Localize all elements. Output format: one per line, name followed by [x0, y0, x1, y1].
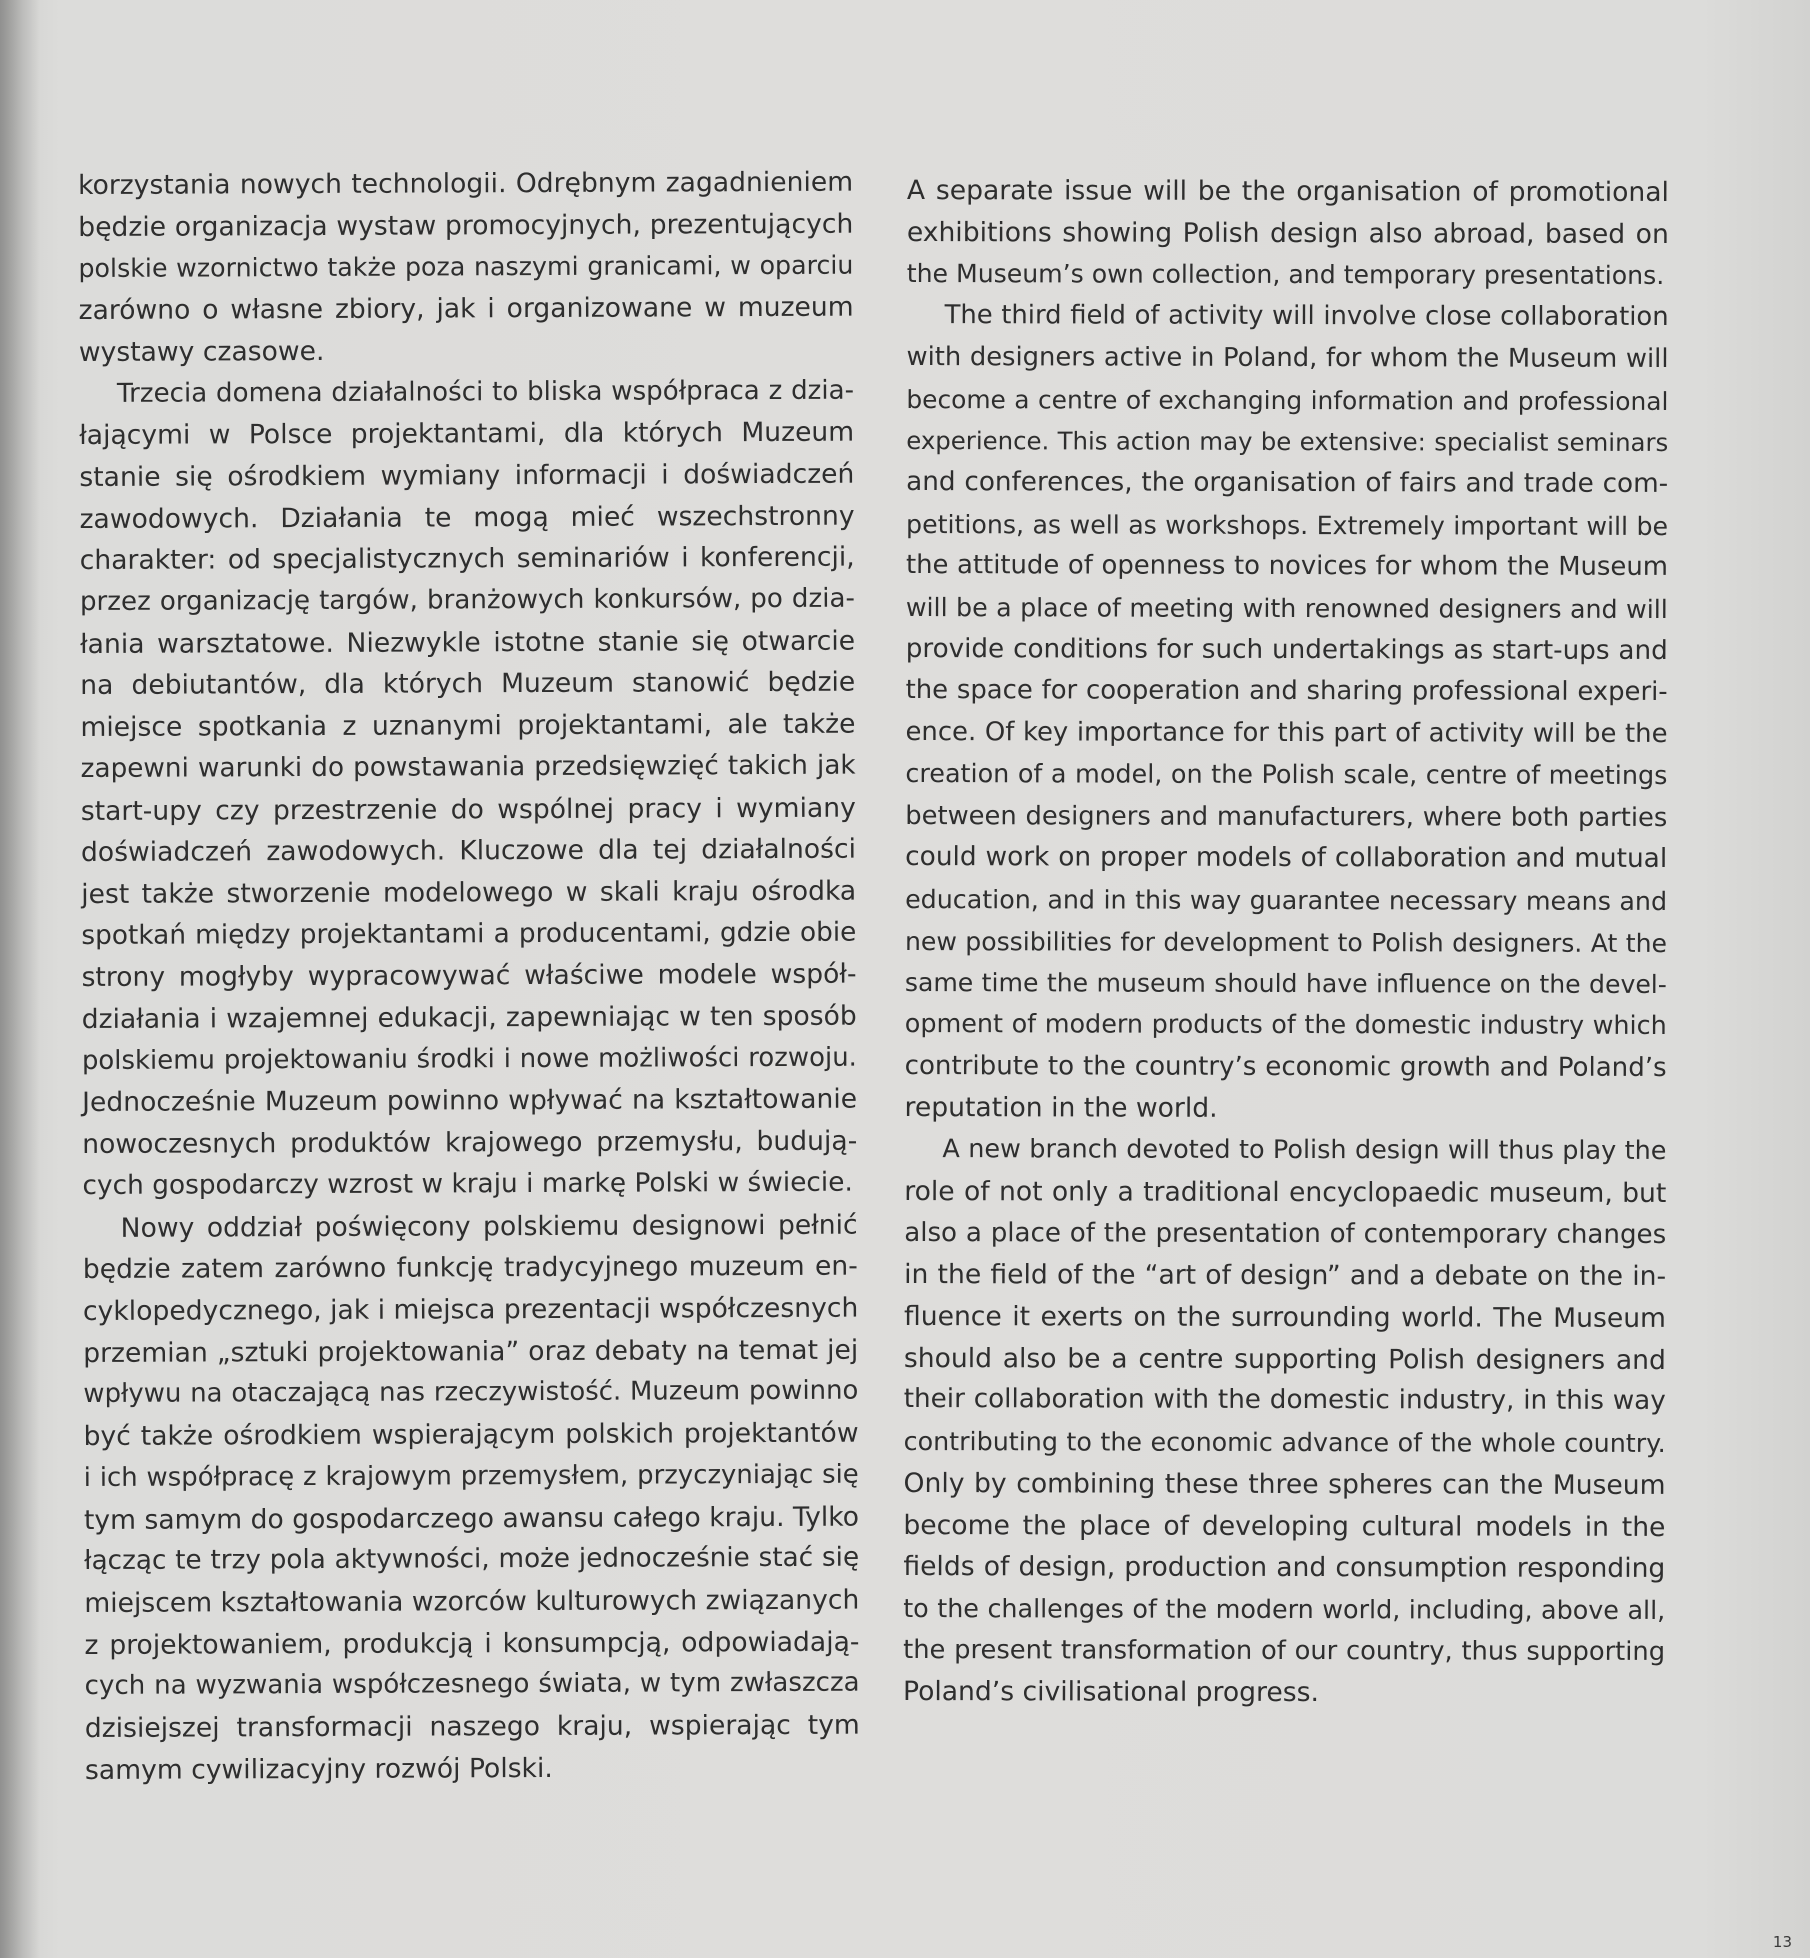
text-line: in the field of the “art of design” and a debate on the in- — [904, 1259, 1667, 1293]
text-line: zawodowych. Działania te mogą mieć wszechstronny — [79, 500, 855, 535]
text-line: contribute to the country’s economic growth and Poland’s — [904, 1050, 1667, 1083]
text-line: stanie się ośrodkiem wymiany informacji i doświadczeń — [79, 458, 855, 493]
text-line: fields of design, production and consumption responding — [903, 1551, 1666, 1585]
text-line: with designers active in Poland, for whom the Museum will — [906, 341, 1669, 374]
text-line: fluence it exerts on the surrounding world. The Museum — [903, 1300, 1667, 1334]
text-line: polskiemu projektowaniu środki i nowe możliwości rozwoju. — [81, 1042, 857, 1076]
text-line: will be a place of meeting with renowned designers and will — [905, 593, 1668, 625]
text-line: doświadczeń zawodowych. Kluczowe dla tej działalności — [80, 833, 857, 869]
text-line: the space for cooperation and sharing professional experi- — [905, 675, 1668, 708]
text-line: wpływu na otaczającą nas rzeczywistość. Muzeum powinno — [83, 1375, 859, 1410]
text-line: łania warsztatowe. Niezwykle istotne stanie się otwarcie — [80, 625, 856, 660]
text-line: the attitude of openness to novices for whom the Museum — [905, 550, 1669, 583]
text-line: Jednocześnie Muzeum powinno wpływać na kształtowanie — [82, 1084, 858, 1119]
text-line: łającymi w Polsce projektantami, dla których Muzeum — [79, 416, 855, 452]
text-line: opment of modern products of the domestic industry which — [904, 1009, 1667, 1042]
text-line: experience. This action may be extensive: specialist seminars — [906, 426, 1669, 458]
text-line: cyklopedycznego, jak i miejsca prezentacji współczesnych — [82, 1292, 859, 1327]
text-line: tym samym do gospodarczego awansu całego kraju. Tylko — [83, 1501, 860, 1536]
text-line: samym cywilizacyjny rozwój Polski. — [84, 1752, 553, 1786]
text-line: role of not only a traditional encyclopaedic museum, but — [904, 1175, 1667, 1209]
english-text-column — [903, 170, 1669, 1715]
text-line: spotkań między projektantami a producentami, gdzie obie — [81, 917, 857, 951]
text-line: also a place of the presentation of contemporary changes — [904, 1217, 1667, 1250]
text-line: cych na wyzwania współczesnego świata, w tym zwłaszcza — [84, 1667, 860, 1702]
text-line: new possibilities for development to Polish designers. At the — [904, 926, 1668, 958]
text-line: być także ośrodkiem wspierającym polskich projektantów — [83, 1417, 859, 1453]
text-line: korzystania nowych technologii. Odrębnym zagadnieniem — [78, 166, 854, 201]
page-number: 13 — [1772, 1933, 1792, 1951]
text-line: become a centre of exchanging information and professional — [906, 384, 1669, 416]
text-line: between designers and manufacturers, where both parties — [905, 800, 1668, 833]
text-line: będzie zatem zarówno funkcję tradycyjnego muzeum en- — [82, 1250, 858, 1286]
text-line: and conferences, the organisation of fairs and trade com- — [906, 466, 1669, 499]
text-line: to the challenges of the modern world, including, above all, — [903, 1592, 1666, 1625]
text-line: dzisiejszej transformacji naszego kraju, wspierając tym — [84, 1709, 860, 1745]
text-line: miejsce spotkania z uznanymi projektantami, ale także — [80, 708, 856, 744]
text-line: wystawy czasowe. — [78, 335, 325, 368]
text-line: ence. Of key importance for this part of activity will be the — [905, 717, 1668, 750]
text-line: będzie organizacja wystaw promocyjnych, prezentujących — [78, 208, 854, 243]
text-line: przemian „sztuki projektowania” oraz debaty na temat jej — [83, 1334, 859, 1369]
text-line: contributing to the economic advance of the whole country. — [903, 1426, 1666, 1459]
text-line: miejscem kształtowania wzorców kulturowych związanych — [84, 1584, 860, 1619]
text-line: strony mogłyby wypracowywać właściwe modele współ- — [81, 958, 857, 994]
text-line: education, and in this way guarantee necessary means and — [905, 883, 1668, 916]
text-line: the present transformation of our country, thus supporting — [903, 1634, 1666, 1667]
text-line: provide conditions for such undertakings as start-ups and — [905, 633, 1668, 666]
text-line: should also be a centre supporting Polish designers and — [903, 1342, 1666, 1376]
text-line: Poland’s civilisational progress. — [902, 1676, 1320, 1709]
text-line: nowoczesnych produktów krajowego przemysłu, budują- — [82, 1125, 858, 1161]
text-line: jest także stworzenie modelowego w skali kraju ośrodka — [81, 875, 857, 910]
text-line: Only by combining these three spheres can the Museum — [903, 1467, 1666, 1501]
text-line: z projektowaniem, produkcją i konsumpcją, odpowiadają- — [84, 1626, 860, 1661]
polish-text-column — [78, 162, 860, 1792]
text-line: exhibitions showing Polish design also abroad, based on — [906, 216, 1669, 250]
text-line: become the place of developing cultural models in the — [903, 1509, 1666, 1543]
text-line: petitions, as well as workshops. Extremely important will be — [906, 509, 1669, 541]
spine-shadow — [0, 0, 40, 1958]
text-line: start-upy czy przestrzenie do wspólnej pracy i wymiany — [80, 792, 856, 827]
text-line: charakter: od specjalistycznych seminariów i konferencji, — [79, 541, 855, 577]
text-line: Trzecia domena działalności to bliska współpraca z dzia- — [116, 375, 855, 409]
text-line: The third field of activity will involve close collaboration — [944, 300, 1669, 333]
text-line: polskie wzornictwo także poza naszymi granicami, w oparciu — [78, 250, 854, 284]
text-line: the Museum’s own collection, and temporary presentations. — [906, 259, 1665, 291]
text-line: na debiutantów, dla których Muzeum stanowić będzie — [80, 667, 856, 702]
text-line: Nowy oddział poświęcony polskiemu designowi pełnić — [120, 1209, 858, 1244]
text-line: zapewni warunki do powstawania przedsięwzięć takich jak — [80, 750, 856, 784]
text-line: same time the museum should have influence on the devel- — [904, 968, 1667, 1000]
text-line: zarówno o własne zbiory, jak i organizowane w muzeum — [78, 291, 854, 327]
text-line: i ich współpracę z krajowym przemysłem, przyczyniając się — [83, 1459, 859, 1493]
text-line: A new branch devoted to Polish design will thus play the — [942, 1134, 1667, 1167]
text-line: działania i wzajemnej edukacji, zapewniając w ten sposób — [81, 1000, 857, 1036]
text-line: przez organizację targów, branżowych konkursów, po dzia- — [79, 583, 855, 618]
text-line: reputation in the world. — [904, 1092, 1218, 1125]
text-line: could work on proper models of collaboration and mutual — [905, 842, 1668, 875]
text-line: cych gospodarczy wzrost w kraju i markę Polski w świecie. — [82, 1167, 853, 1201]
text-line: their collaboration with the domestic industry, in this way — [903, 1384, 1666, 1417]
text-line: łącząc te trzy pola aktywności, może jednocześnie stać się — [84, 1542, 860, 1577]
text-line: A separate issue will be the organisation of promotional — [906, 174, 1669, 208]
text-line: creation of a model, on the Polish scale, centre of meetings — [905, 758, 1668, 791]
